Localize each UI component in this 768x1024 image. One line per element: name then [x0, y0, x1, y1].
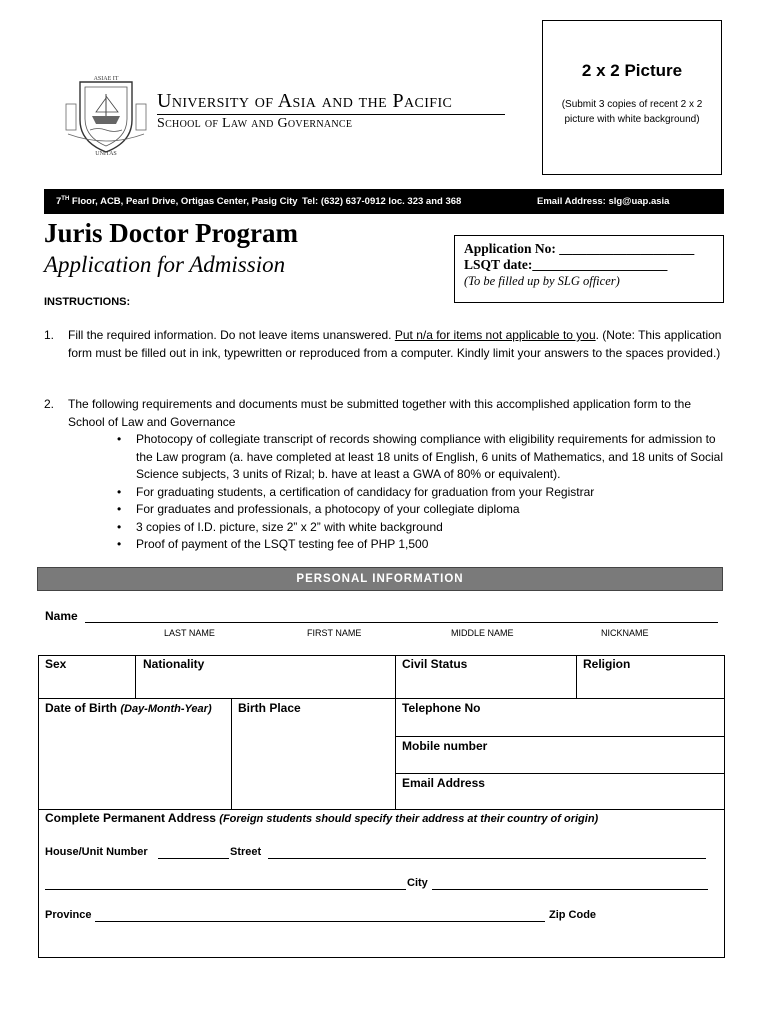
- province-label: Province: [45, 909, 92, 921]
- row-divider: [395, 736, 725, 737]
- university-seal-logo: [64, 72, 148, 156]
- seal-motto-top: ASIAE IT: [93, 76, 119, 82]
- nickname-caption: NICKNAME: [601, 628, 649, 638]
- civil-status-field[interactable]: Civil Status: [402, 657, 468, 671]
- program-title: Juris Doctor Program: [44, 218, 298, 248]
- contact-telephone: Tel: (632) 637-0912 loc. 323 and 368: [302, 196, 462, 207]
- street-label: Street: [230, 846, 262, 858]
- middle-name-caption: MIDDLE NAME: [451, 628, 514, 638]
- photo-box-note: (Submit 3 copies of recent 2 x 2 picture with white background): [561, 99, 703, 125]
- row-divider: [38, 698, 725, 699]
- office-use-box: [454, 235, 724, 303]
- contact-email: Email Address: slg@uap.asia: [537, 196, 670, 207]
- date-of-birth-field[interactable]: Date of Birth (Day-Month-Year): [45, 701, 212, 715]
- address-line-input[interactable]: [45, 889, 406, 890]
- instruction-item-1: 1. Fill the required information. Do not leave items unanswered. Put n/a for items not applicable to you. (Note: This application form must be filled out in ink, typewritten or reproduced from a computer. Kindly limit your answers to the spaces provided.): [44, 328, 722, 360]
- house-unit-input[interactable]: [158, 858, 229, 859]
- personal-information-header: PERSONAL INFORMATION: [37, 567, 723, 591]
- photo-box: [542, 20, 722, 175]
- province-input[interactable]: [95, 921, 545, 922]
- school-name: School of Law and Governance: [157, 116, 353, 131]
- nationality-field[interactable]: Nationality: [143, 657, 205, 671]
- city-input[interactable]: [432, 889, 708, 890]
- birth-place-field[interactable]: Birth Place: [238, 701, 301, 715]
- religion-field[interactable]: Religion: [583, 657, 631, 671]
- instruction-item-2: 2. The following requirements and documents must be submitted together with this accomplished application form to the School of Law and Governance: [44, 397, 691, 429]
- permanent-address-label: Complete Permanent Address (Foreign students should specify their address at their country of origin): [45, 811, 599, 825]
- column-divider: [576, 655, 577, 698]
- mobile-number-field[interactable]: Mobile number: [402, 739, 488, 753]
- name-input-line[interactable]: [85, 622, 718, 623]
- list-item: • Proof of payment of the LSQT testing fee of PHP 1,500: [112, 536, 724, 554]
- house-unit-label: House/Unit Number: [45, 846, 148, 858]
- photo-box-title: 2 x 2 Picture: [581, 61, 683, 80]
- contact-address: 7TH Floor, ACB, Pearl Drive, Ortigas Center, Pasig City: [56, 196, 298, 208]
- column-divider: [395, 655, 396, 809]
- lsqt-date-field[interactable]: LSQT date:____________________: [464, 257, 668, 272]
- email-address-field[interactable]: Email Address: [402, 776, 485, 790]
- row-divider: [38, 809, 725, 810]
- name-label: Name: [45, 609, 78, 623]
- list-item: • For graduates and professionals, a photocopy of your collegiate diploma: [112, 501, 724, 519]
- column-divider: [135, 655, 136, 698]
- requirements-list: [112, 431, 724, 554]
- list-item: • For graduating students, a certification of candidacy for graduation from your Registrar: [112, 484, 724, 502]
- last-name-caption: LAST NAME: [164, 628, 215, 638]
- telephone-field[interactable]: Telephone No: [402, 701, 481, 715]
- row-divider: [395, 773, 725, 774]
- office-use-note: (To be filled up by SLG officer): [464, 274, 620, 288]
- street-input[interactable]: [268, 858, 706, 859]
- university-name: University of Asia and the Pacific: [157, 90, 453, 112]
- list-item: • Photocopy of collegiate transcript of records showing compliance with eligibility requirements for admission to the Law program (a. have completed at least 18 units of English, 6 units of Mathematics, and 18 units of Social Science subjects, 3 units of Rizal; b. have at least a GWA of 80% or equivalent).: [112, 431, 724, 484]
- list-item: • 3 copies of I.D. picture, size 2” x 2” with white background: [112, 519, 724, 537]
- seal-motto-bottom: UNITAS: [95, 151, 117, 156]
- city-label: City: [407, 877, 428, 889]
- instructions-heading: INSTRUCTIONS:: [44, 296, 131, 308]
- sex-field[interactable]: Sex: [45, 657, 67, 671]
- first-name-caption: FIRST NAME: [307, 628, 362, 638]
- application-number-field[interactable]: Application No: ____________________: [464, 241, 695, 256]
- zip-code-label: Zip Code: [549, 909, 597, 921]
- column-divider: [231, 698, 232, 809]
- program-subtitle: Application for Admission: [44, 252, 286, 277]
- contact-bar: [44, 189, 724, 214]
- header-rule: [157, 114, 505, 115]
